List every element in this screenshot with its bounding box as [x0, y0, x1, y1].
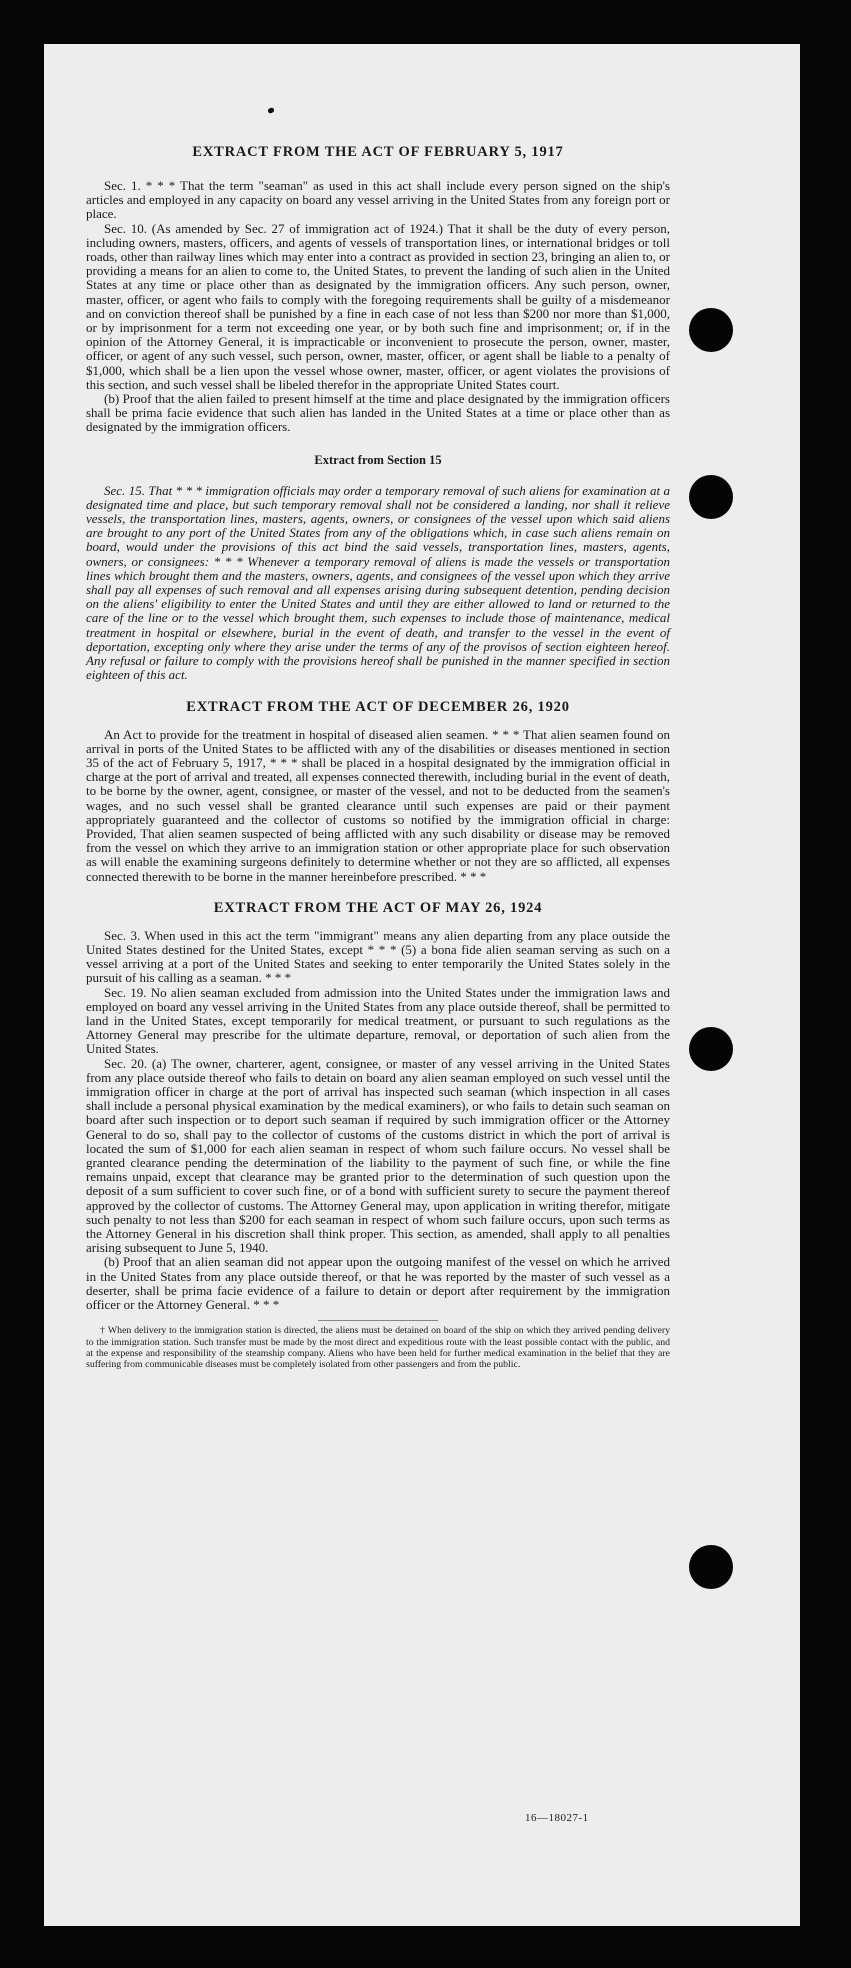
document-body — [86, 90, 670, 1371]
punch-hole-3 — [689, 1027, 733, 1071]
form-number: 16—18027-1 — [525, 1812, 589, 1824]
section-3-paragraph: Sec. 3. When used in this act the term "immigrant" means any alien departing from any place outside the United States destined for the United States, except * * * (5) a bona fide alien seaman serving as such on a vessel arriving at a port of the United States and seeking to enter temporarily the United States solely in the pursuit of his calling as a seaman. * * * — [86, 927, 670, 986]
act-1920-paragraph: An Act to provide for the treatment in hospital of diseased alien seamen. * * * That alien seamen found on arrival in ports of the United States to be afflicted with any of the disabilities or diseases mentioned in section 35 of the act of February 5, 1917, * * * shall be placed in a hospital designated by the immigration official in charge at the port of arrival and treated, all expenses connected therewith, including burial in the event of death, to be borne by the owner, agent, consignee, or master of the vessel, and not to be deducted from the seamen's wages, and no such vessel shall be granted clearance until such expenses are paid or their payment appropriately guaranteed and the collector of customs so notified by the immigration official in charge: Provided, That alien seamen suspected of being afflicted with any such disability or disease may be removed from the vessel on which they arrive to an immigration station or other appropriate place for such observation as will enable the examining surgeons definitely to determine whether or not they are so afflicted, all expenses connected therewith to be borne in the manner hereinbefore prescribed. * * * — [86, 726, 670, 884]
section-20b-paragraph: (b) Proof that an alien seaman did not appear upon the outgoing manifest of the vessel on which he arrived in the United States from any place outside thereof, or that he was reported by the master of such vessel as a deserter, shall be prima facie evidence of a failure to detain or deport after requirement by the immigration officer or the Attorney General. * * * — [86, 1254, 670, 1313]
punch-hole-2 — [689, 475, 733, 519]
section-10b-paragraph: (b) Proof that the alien failed to present himself at the time and place designated by the immigration officers shall be prima facie evidence that such alien has landed in the United States at a time or place other than as designated by the immigration officers. — [86, 391, 670, 435]
heading-act-1917: EXTRACT FROM THE ACT OF FEBRUARY 5, 1917 — [192, 144, 564, 160]
punch-hole-4 — [689, 1545, 733, 1589]
heading-act-1924: EXTRACT FROM THE ACT OF MAY 26, 1924 — [213, 899, 543, 916]
section-15-paragraph: Sec. 15. That * * * immigration officials may order a temporary removal of such aliens for examination at a designated time and place, but such temporary removal shall not be considered a landing, nor shall it relieve vessels, the transportation lines, masters, agents, owners, or consignees of the vessel upon which said aliens are brought to any port of the United States from any of the obligations which, in case such aliens remain on board, would under the provisions of this act bind the said vessels, transportation lines, masters, agents, owners, or consignees: * * * Whenever a temporary removal of aliens is made the vessels or transportation lines which brought them and the masters, owners, agents, and consignees of the vessel upon which they arrive shall pay all expenses of such removal and all expenses arising during subsequent detention, pending decision on the aliens' eligibility to enter the United States and until they are either allowed to land or returned to the care of the line or to the vessel which brought them, such expenses to include those of maintenance, medical treatment in hospital or elsewhere, burial in the event of death, and transfer to the vessel in the event of deportation, excepting only where they arise under the terms of any of the provisos of section eighteen hereof. Any refusal or failure to comply with the provisions hereof shall be punished in the manner specified in section eighteen of this act. — [86, 482, 670, 683]
footnote-rule — [318, 1320, 438, 1321]
heading-act-1920: EXTRACT FROM THE ACT OF DECEMBER 26, 1920 — [186, 698, 570, 715]
section-1-paragraph: Sec. 1. * * * That the term "seaman" as used in this act shall include every person signed on the ship's articles and employed in any capacity on board any vessel arriving in the United States from any foreign port or place. — [86, 178, 670, 222]
footnote: † When delivery to the immigration station is directed, the aliens must be detained on board of the ship on which they arrived pending delivery to the immigration station. Such transfer must be made by the most direct and expeditious route with the least possible contact with the public, and at the expense and responsibility of the steamship company. Aliens who have been held for further medical examination in the belief that they are suffering from communicable diseases must be completely isolated from other passengers and from the public. — [86, 1325, 670, 1371]
punch-hole-1 — [689, 308, 733, 352]
section-19-paragraph: Sec. 19. No alien seaman excluded from admission into the United States under the immigration laws and employed on board any vessel arriving in the United States from any place outside thereof, shall be permitted to land in the United States, except temporarily for medical treatment, or pursuant to such regulations as the Attorney General may prescribe for the ultimate departure, removal, or deportation of such alien from the United States. — [86, 984, 670, 1057]
subheading-section-15: Extract from Section 15 — [314, 452, 442, 467]
section-20-paragraph: Sec. 20. (a) The owner, charterer, agent, consignee, or master of any vessel arriving in the United States from any place outside thereof who fails to detain on board any alien seaman employed on such vessel until the immigration officer in charge at the port of arrival has inspected such seaman (which inspection in all cases shall include a personal physical examination by the medical examiners), or who fails to detain such seaman on board after such inspection or to deport such seaman if required by such immigration officer or the Attorney General to do so, shall pay to the collector of customs of the customs district in which the port of arrival is located the sum of $1,000 for each alien seaman in respect of whom such failure occurs. No vessel shall be granted clearance pending the determination of the liability to the payment of such fine, or while the fine remains unpaid, except that clearance may be granted prior to the determination of such question upon the deposit of a sum sufficient to cover such fine, or of a bond with sufficient surety to secure the payment thereof approved by the collector of customs. The Attorney General may, upon application in writing therefor, mitigate such penalty to not less than $200 for each seaman in respect of whom such failure occurs, upon such terms as the Attorney General in his discretion shall think proper. This section, as amended, shall apply to all penalties arising subsequent to June 5, 1940. — [86, 1055, 670, 1256]
section-10-paragraph: Sec. 10. (As amended by Sec. 27 of immigration act of 1924.) That it shall be the duty of every person, including owners, masters, officers, and agents of vessels of transportation lines, or international bridges or toll roads, other than railway lines which may enter into a contract as provided in section 23, bringing an alien to, or providing a means for an alien to come to, the United States, to prevent the landing of such alien in the United States at any time or place other than as designated by the immigration officers. Any such person, owner, master, officer, or agent who fails to comply with the foregoing requirements shall be guilty of a misdemeanor and on conviction thereof shall be punished by a fine in each case of not less than $200 nor more than $1,000, or by imprisonment for a term not exceeding one year, or by both such fine and imprisonment; or, if in the opinion of the Attorney General, it is impracticable or inconvenient to prosecute the person, owner, master, officer, or agent of any such vessel, such person, owner, master, officer, or agent shall be liable to a penalty of $1,000, which shall be a lien upon the vessel whose owner, master, officer, or agent violates the provisions of this section, and such vessel shall be libeled therefor in the appropriate United States court. — [86, 220, 670, 392]
